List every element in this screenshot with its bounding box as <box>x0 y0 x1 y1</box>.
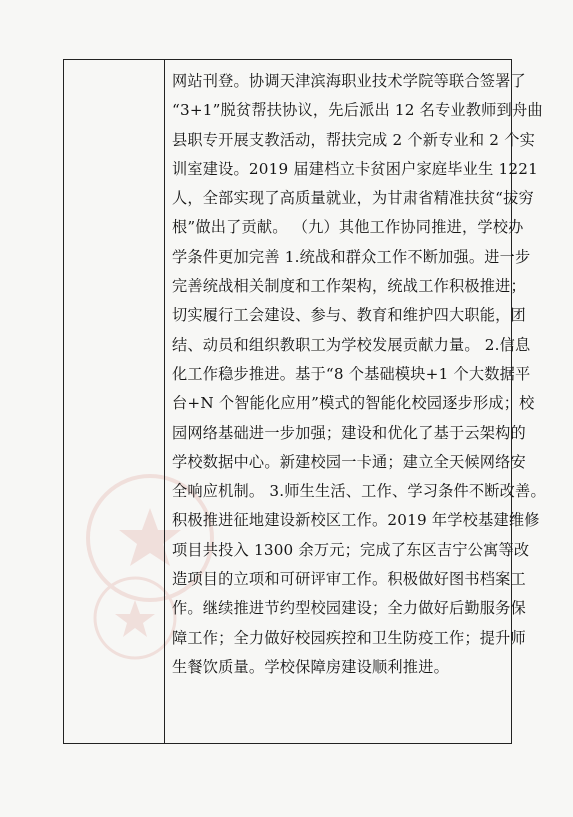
text-line: 障工作；全力做好校园疾控和卫生防疫工作；提升师 <box>172 628 526 647</box>
text-line: 积极推进征地建设新校区工作。2019 年学校基建维修 <box>172 511 540 530</box>
text-line: 学条件更加完善 1.统战和群众工作不断加强。进一步 <box>172 247 531 266</box>
text-line: 切实履行工会建设、参与、教育和维护四大职能，团 <box>172 306 526 325</box>
text-line: 训室建设。2019 届建档立卡贫困户家庭毕业生 1221 <box>172 159 538 178</box>
text-line: “3+1”脱贫帮扶协议，先后派出 12 名专业教师到舟曲 <box>172 101 543 120</box>
text-line: 生餐饮质量。学校保障房建设顺利推进。 <box>172 657 449 676</box>
text-line: 园网络基础进一步加强；建设和优化了基于云架构的 <box>172 423 526 442</box>
text-line: 台+N 个智能化应用”模式的智能化校园逐步形成；校 <box>172 394 535 413</box>
text-line: 化工作稳步推进。基于“8 个基础模块+1 个大数据平 <box>172 364 531 383</box>
text-line: 全响应机制。 3.师生生活、工作、学习条件不断改善。 <box>172 482 546 501</box>
table-content-cell <box>172 67 546 682</box>
text-line: 造项目的立项和可研评审工作。积极做好图书档案工 <box>172 570 526 589</box>
text-line: 根”做出了贡献。 （九）其他工作协同推进，学校办 <box>172 218 524 237</box>
text-line: 完善统战相关制度和工作架构，统战工作积极推进； <box>172 277 526 296</box>
text-line: 人，全部实现了高质量就业，为甘肃省精准扶贫“拔穷 <box>172 189 534 208</box>
text-line: 县职专开展支教活动，帮扶完成 2 个新专业和 2 个实 <box>172 130 535 149</box>
text-line: 作。继续推进节约型校园建设；全力做好后勤服务保 <box>172 599 526 618</box>
text-line: 项目共投入 1300 余万元；完成了东区吉宁公寓等改 <box>172 540 530 559</box>
text-line: 网站刊登。协调天津滨海职业技术学院等联合签署了 <box>172 72 526 90</box>
text-line: 学校数据中心。新建校园一卡通；建立全天候网络安 <box>172 452 526 471</box>
table-column-divider <box>164 59 165 744</box>
text-line: 结、动员和组织教职工为学校发展贡献力量。 2.信息 <box>172 335 531 354</box>
